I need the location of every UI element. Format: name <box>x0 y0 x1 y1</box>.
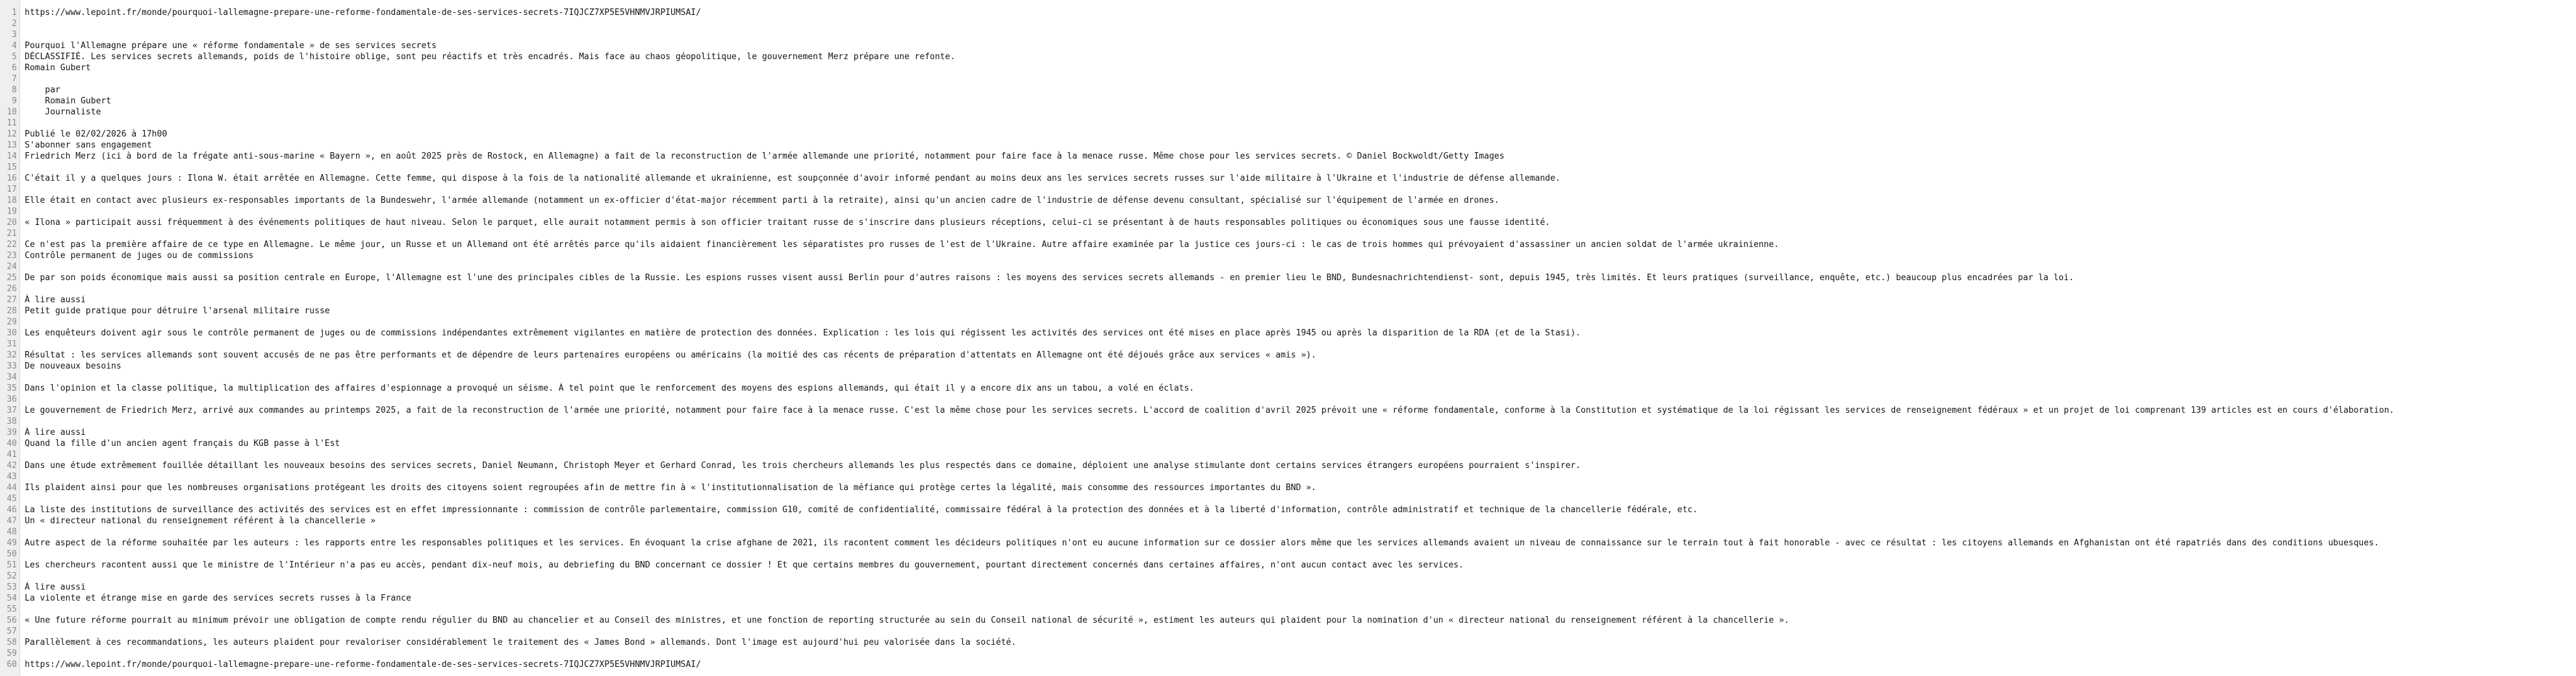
line-number: 22 <box>6 240 17 250</box>
editor-line[interactable] <box>0 339 2576 350</box>
line-number: 21 <box>6 229 17 239</box>
editor-line[interactable] <box>0 62 2576 73</box>
line-text[interactable]: À lire aussi <box>25 582 86 592</box>
editor-line[interactable] <box>0 107 2576 118</box>
line-text[interactable] <box>17 526 25 538</box>
line-number: 60 <box>6 660 17 670</box>
line-text[interactable]: À lire aussi <box>25 428 86 437</box>
line-text[interactable] <box>17 449 25 460</box>
line-number: 3 <box>12 30 17 40</box>
editor-line[interactable] <box>0 283 2576 294</box>
line-number: 20 <box>6 218 17 228</box>
editor-line[interactable] <box>0 361 2576 372</box>
editor-line[interactable] <box>0 416 2576 427</box>
editor-line[interactable] <box>0 173 2576 184</box>
editor-line[interactable] <box>0 40 2576 51</box>
line-text[interactable]: Elle était en contact avec plusieurs ex-responsables importants de la Bundeswehr, l'armée allemande (notamment un ex-officier d'état-major récemment parti à la retraite), ainsi qu'un ancien cadre de l'industrie de défense devenu consultant, spécialisé sur l'équipement de l'armée en drones. <box>25 196 1499 205</box>
line-text[interactable]: Un « directeur national du renseignement référent à la chancellerie » <box>25 516 376 526</box>
line-number: 18 <box>6 196 17 205</box>
line-text[interactable] <box>17 648 25 659</box>
line-text[interactable] <box>17 283 25 294</box>
editor-line[interactable] <box>0 604 2576 615</box>
line-text[interactable]: Romain Gubert <box>25 96 112 106</box>
editor-line[interactable] <box>0 482 2576 493</box>
line-text[interactable] <box>17 372 25 383</box>
line-number: 11 <box>6 118 17 128</box>
line-text[interactable] <box>17 206 25 217</box>
line-number: 30 <box>6 328 17 338</box>
line-text[interactable] <box>17 339 25 350</box>
editor-line[interactable] <box>0 217 2576 228</box>
line-text[interactable]: De nouveaux besoins <box>25 361 121 371</box>
line-number: 35 <box>6 384 17 393</box>
line-number: 19 <box>6 207 17 216</box>
line-text[interactable]: Journaliste <box>25 107 101 117</box>
editor-line[interactable] <box>0 84 2576 96</box>
line-text[interactable] <box>17 626 25 637</box>
line-number: 5 <box>12 52 17 62</box>
editor-line[interactable] <box>0 206 2576 217</box>
line-text[interactable]: par <box>25 85 60 95</box>
line-text[interactable]: Les chercheurs racontent aussi que le ministre de l'Intérieur n'a pas eu accès, pendant dix-neuf mois, au debriefing du BND concernant ce dossier ! Et que certains membres du gouvernement, pourtant directement concernés dans certaines affaires, n'ont aucun contact avec les services. <box>25 560 1464 570</box>
line-text[interactable]: À lire aussi <box>25 295 86 305</box>
editor-line[interactable] <box>0 239 2576 250</box>
line-text[interactable]: https://www.lepoint.fr/monde/pourquoi-lallemagne-prepare-une-reforme-fondamentale-de-ses-services-secrets-7IQJCZ7XP5E5VHNMVJRPIUMSAI/ <box>25 660 701 670</box>
editor-line[interactable] <box>0 317 2576 328</box>
line-text[interactable] <box>17 29 25 40</box>
line-text[interactable] <box>17 261 25 272</box>
line-text[interactable] <box>17 18 25 29</box>
line-number: 41 <box>6 450 17 460</box>
line-number: 53 <box>6 582 17 592</box>
editor-line[interactable] <box>0 162 2576 173</box>
line-number: 6 <box>12 63 17 73</box>
editor-lines <box>0 7 2576 670</box>
editor-line[interactable] <box>0 471 2576 482</box>
editor-line[interactable] <box>0 427 2576 438</box>
line-text[interactable] <box>17 228 25 239</box>
editor-line[interactable] <box>0 383 2576 394</box>
editor-line[interactable] <box>0 7 2576 18</box>
line-number: 55 <box>6 604 17 614</box>
line-text[interactable]: Publié le 02/02/2026 à 17h00 <box>25 129 168 139</box>
line-number: 13 <box>6 140 17 150</box>
line-text[interactable]: Dans une étude extrêmement fouillée détaillant les nouveaux besoins des services secrets, Daniel Neumann, Christoph Meyer et Gerhard Conrad, les trois chercheurs allemands les plus respectés dans ce domaine, déploient une analyse stimulante dont certains services étrangers européens pourraient s'inspirer. <box>25 461 1581 471</box>
line-text[interactable] <box>17 73 25 84</box>
editor-line[interactable] <box>0 538 2576 549</box>
line-text[interactable]: Ce n'est pas la première affaire de ce type en Allemagne. Le même jour, un Russe et un Allemand ont été arrêtés parce qu'ils aidaient financièrement les séparatistes pro russes de l'est de l'Ukraine. Autre affaire examinée par la justice ces jours-ci : le cas de trois hommes qui prévoyaient d'assassiner un ancien soldat de l'armée ukrainienne. <box>25 240 1779 250</box>
line-number: 29 <box>6 317 17 327</box>
editor-line[interactable] <box>0 394 2576 405</box>
editor-line[interactable] <box>0 272 2576 283</box>
line-number: 52 <box>6 571 17 581</box>
line-number: 51 <box>6 560 17 570</box>
line-number: 16 <box>6 174 17 183</box>
line-number: 4 <box>12 41 17 51</box>
editor-line[interactable] <box>0 195 2576 206</box>
editor-line[interactable] <box>0 549 2576 560</box>
editor-line[interactable] <box>0 372 2576 383</box>
line-number: 32 <box>6 350 17 360</box>
editor-line[interactable] <box>0 250 2576 261</box>
line-number: 2 <box>12 19 17 29</box>
editor-line[interactable] <box>0 493 2576 504</box>
line-text[interactable]: Petit guide pratique pour détruire l'arsenal militaire russe <box>25 306 330 316</box>
line-number: 31 <box>6 339 17 349</box>
line-number: 9 <box>12 96 17 106</box>
line-number: 49 <box>6 538 17 548</box>
editor-line[interactable] <box>0 504 2576 515</box>
line-number: 17 <box>6 185 17 194</box>
line-number: 8 <box>12 85 17 95</box>
line-number: 58 <box>6 638 17 647</box>
editor-line[interactable] <box>0 637 2576 648</box>
editor-line[interactable] <box>0 294 2576 306</box>
line-number: 10 <box>6 107 17 117</box>
line-text[interactable]: De par son poids économique mais aussi sa position centrale en Europe, l'Allemagne est l'une des principales cibles de la Russie. Les espions russes visent aussi Berlin pour d'autres raisons : les moyens des services secrets allemands - en premier lieu le BND, Bundesnachrichtendienst- sont, depuis 1945, très limités. Et leurs pratiques (surveillance, enquête, etc.) beaucoup plus encadrées par la loi. <box>25 273 2074 283</box>
line-text[interactable] <box>17 118 25 129</box>
line-text[interactable]: Le gouvernement de Friedrich Merz, arrivé aux commandes au printemps 2025, a fait de la reconstruction de l'armée une priorité, notamment pour faire face à la menace russe. C'est la même chose pour les services secrets. L'accord de coalition d'avril 2025 prévoit une « réforme fondamentale, conforme à la Constitution et systématique de la loi régissant les services de renseignement fédéraux » et un projet de loi comprenant 139 articles est en cours d'élaboration. <box>25 406 2395 415</box>
editor-line[interactable] <box>0 306 2576 317</box>
line-number: 28 <box>6 306 17 316</box>
line-number: 27 <box>6 295 17 305</box>
line-number: 48 <box>6 527 17 537</box>
line-text[interactable]: C'était il y a quelques jours : Ilona W. était arrêtée en Allemagne. Cette femme, qui dispose à la fois de la nationalité allemande et ukrainienne, est soupçonnée d'avoir informé pendant au moins deux ans les services secrets russes sur l'aide militaire à l'Ukraine et l'industrie de défense allemande. <box>25 174 1561 183</box>
line-text[interactable]: S'abonner sans engagement <box>25 140 152 150</box>
line-number: 39 <box>6 428 17 437</box>
editor-line[interactable] <box>0 648 2576 659</box>
editor-line[interactable] <box>0 659 2576 670</box>
line-text[interactable]: « Ilona » participait aussi fréquemment à des événements politiques de haut niveau. Selon le parquet, elle aurait notamment permis à son officier traitant russe de s'inscrire dans plusieurs réceptions, celui-ci se présentant à de hauts responsables politiques ou économiques sous une fausse identité. <box>25 218 1550 228</box>
editor-line[interactable] <box>0 626 2576 637</box>
line-number: 46 <box>6 505 17 515</box>
line-text[interactable]: Autre aspect de la réforme souhaitée par les auteurs : les rapports entre les responsables politiques et les services. En évoquant la crise afghane de 2021, ils racontent comment les décideurs politiques n'ont eu aucune information sur ce dossier alors même que les services allemands avaient un niveau de connaissance sur le terrain tout à fait honorable - avec ce résultat : les citoyens allemands en Afghanistan ont été rapatriés dans des conditions ubuesques. <box>25 538 2379 548</box>
line-text[interactable] <box>17 493 25 504</box>
editor-line[interactable] <box>0 438 2576 449</box>
line-number: 36 <box>6 395 17 404</box>
line-text[interactable] <box>17 416 25 427</box>
line-text[interactable] <box>17 184 25 195</box>
line-text[interactable]: Romain Gubert <box>25 63 91 73</box>
line-number: 12 <box>6 129 17 139</box>
line-text[interactable] <box>17 394 25 405</box>
line-number: 43 <box>6 472 17 482</box>
editor-line[interactable] <box>0 261 2576 272</box>
editor-line[interactable] <box>0 51 2576 62</box>
line-number: 7 <box>12 74 17 84</box>
line-number: 47 <box>6 516 17 526</box>
editor-line[interactable] <box>0 118 2576 129</box>
editor-line[interactable] <box>0 151 2576 162</box>
editor-line[interactable] <box>0 140 2576 151</box>
editor-line[interactable] <box>0 560 2576 571</box>
line-text[interactable]: La liste des institutions de surveillance des activités des services est en effet impressionnante : commission de contrôle parlementaire, commission G10, comité de confidentialité, commissaire fédéral à la protection des données et à la liberté d'information, contrôle administratif et technique de la chancellerie fédérale, etc. <box>25 505 1698 515</box>
line-number: 56 <box>6 616 17 625</box>
editor-line[interactable] <box>0 571 2576 582</box>
line-number: 38 <box>6 417 17 426</box>
editor-line[interactable] <box>0 515 2576 526</box>
line-number: 33 <box>6 361 17 371</box>
line-text[interactable]: « Une future réforme pourrait au minimum prévoir une obligation de compte rendu régulier du BND au chancelier et au Conseil des ministres, et une fonction de reporting structurée au sein du Conseil national de sécurité », estiment les auteurs qui plaident pour la nomination d'un « directeur national du renseignement référent à la chancellerie ». <box>25 616 1789 625</box>
line-text[interactable]: https://www.lepoint.fr/monde/pourquoi-lallemagne-prepare-une-reforme-fondamentale-de-ses-services-secrets-7IQJCZ7XP5E5VHNMVJRPIUMSAI/ <box>25 8 701 18</box>
line-text[interactable]: Pourquoi l'Allemagne prépare une « réforme fondamentale » de ses services secrets <box>25 41 437 51</box>
editor-line[interactable] <box>0 582 2576 593</box>
editor-line[interactable] <box>0 328 2576 339</box>
editor-line[interactable] <box>0 615 2576 626</box>
line-text[interactable] <box>17 549 25 560</box>
line-text[interactable]: Quand la fille d'un ancien agent français du KGB passe à l'Est <box>25 439 340 448</box>
line-text[interactable]: Contrôle permanent de juges ou de commissions <box>25 251 254 261</box>
line-number: 14 <box>6 151 17 161</box>
editor-line[interactable] <box>0 526 2576 538</box>
editor-line[interactable] <box>0 29 2576 40</box>
line-text[interactable] <box>17 162 25 173</box>
editor-line[interactable] <box>0 350 2576 361</box>
line-number: 54 <box>6 593 17 603</box>
line-text[interactable]: Résultat : les services allemands sont souvent accusés de ne pas être performants et de dépendre de leurs partenaires européens ou américains (la moitié des cas récents de préparation d'attentats en Allemagne ont été déjoués grâce aux services « amis »). <box>25 350 1316 360</box>
line-number: 57 <box>6 627 17 636</box>
line-text[interactable]: Ils plaident ainsi pour que les nombreuses organisations protégeant les droits des citoyens soient regroupées afin de mettre fin à « l'institutionnalisation de la méfiance qui protège certes la légalité, mais consomme des ressources importantes du BND ». <box>25 483 1316 493</box>
line-number: 42 <box>6 461 17 471</box>
line-text[interactable]: Les enquêteurs doivent agir sous le contrôle permanent de juges ou de commissions indépendantes extrêmement vigilantes en matière de protection des données. Explication : les lois qui régissent les activités des services ont été mises en place après 1945 ou après la disparition de la RDA (et de la Stasi). <box>25 328 1581 338</box>
line-number: 34 <box>6 372 17 382</box>
editor-line[interactable] <box>0 460 2576 471</box>
editor-line[interactable] <box>0 96 2576 107</box>
editor-line[interactable] <box>0 18 2576 29</box>
editor-line[interactable] <box>0 405 2576 416</box>
line-text[interactable]: Friedrich Merz (ici à bord de la frégate anti-sous-marine « Bayern », en août 2025 près de Rostock, en Allemagne) a fait de la reconstruction de l'armée allemande une priorité, notamment pour faire face à la menace russe. Même chose pour les services secrets. © Daniel Bockwoldt/Getty Images <box>25 151 1505 161</box>
line-text[interactable] <box>17 571 25 582</box>
editor-line[interactable] <box>0 228 2576 239</box>
line-number: 37 <box>6 406 17 415</box>
line-number: 59 <box>6 649 17 658</box>
line-text[interactable] <box>17 317 25 328</box>
line-number: 15 <box>6 162 17 172</box>
line-number: 24 <box>6 262 17 272</box>
editor-line[interactable] <box>0 184 2576 195</box>
line-number: 50 <box>6 549 17 559</box>
line-text[interactable]: La violente et étrange mise en garde des services secrets russes à la France <box>25 593 411 603</box>
line-number: 25 <box>6 273 17 283</box>
line-number: 44 <box>6 483 17 493</box>
editor-line[interactable] <box>0 593 2576 604</box>
line-text[interactable] <box>17 471 25 482</box>
editor-line[interactable] <box>0 73 2576 84</box>
line-number: 45 <box>6 494 17 504</box>
editor-line[interactable] <box>0 449 2576 460</box>
line-text[interactable] <box>17 604 25 615</box>
line-text[interactable]: Parallèlement à ces recommandations, les auteurs plaident pour revaloriser considérablement le traitement des « James Bond » allemands. Dont l'image est aujourd'hui peu valorisée dans la société. <box>25 638 1017 647</box>
line-text[interactable]: DÉCLASSIFIÉ. Les services secrets allemands, poids de l'histoire oblige, sont peu réactifs et très encadrés. Mais face au chaos géopolitique, le gouvernement Merz prépare une refonte. <box>25 52 956 62</box>
line-number: 1 <box>12 8 17 18</box>
line-number: 26 <box>6 284 17 294</box>
editor-line[interactable] <box>0 129 2576 140</box>
line-text[interactable]: Dans l'opinion et la classe politique, la multiplication des affaires d'espionnage a provoqué un séisme. À tel point que le renforcement des moyens des espions allemands, qui était il y a encore dix ans un tabou, a volé en éclats. <box>25 384 1195 393</box>
line-number: 40 <box>6 439 17 448</box>
line-number: 23 <box>6 251 17 261</box>
